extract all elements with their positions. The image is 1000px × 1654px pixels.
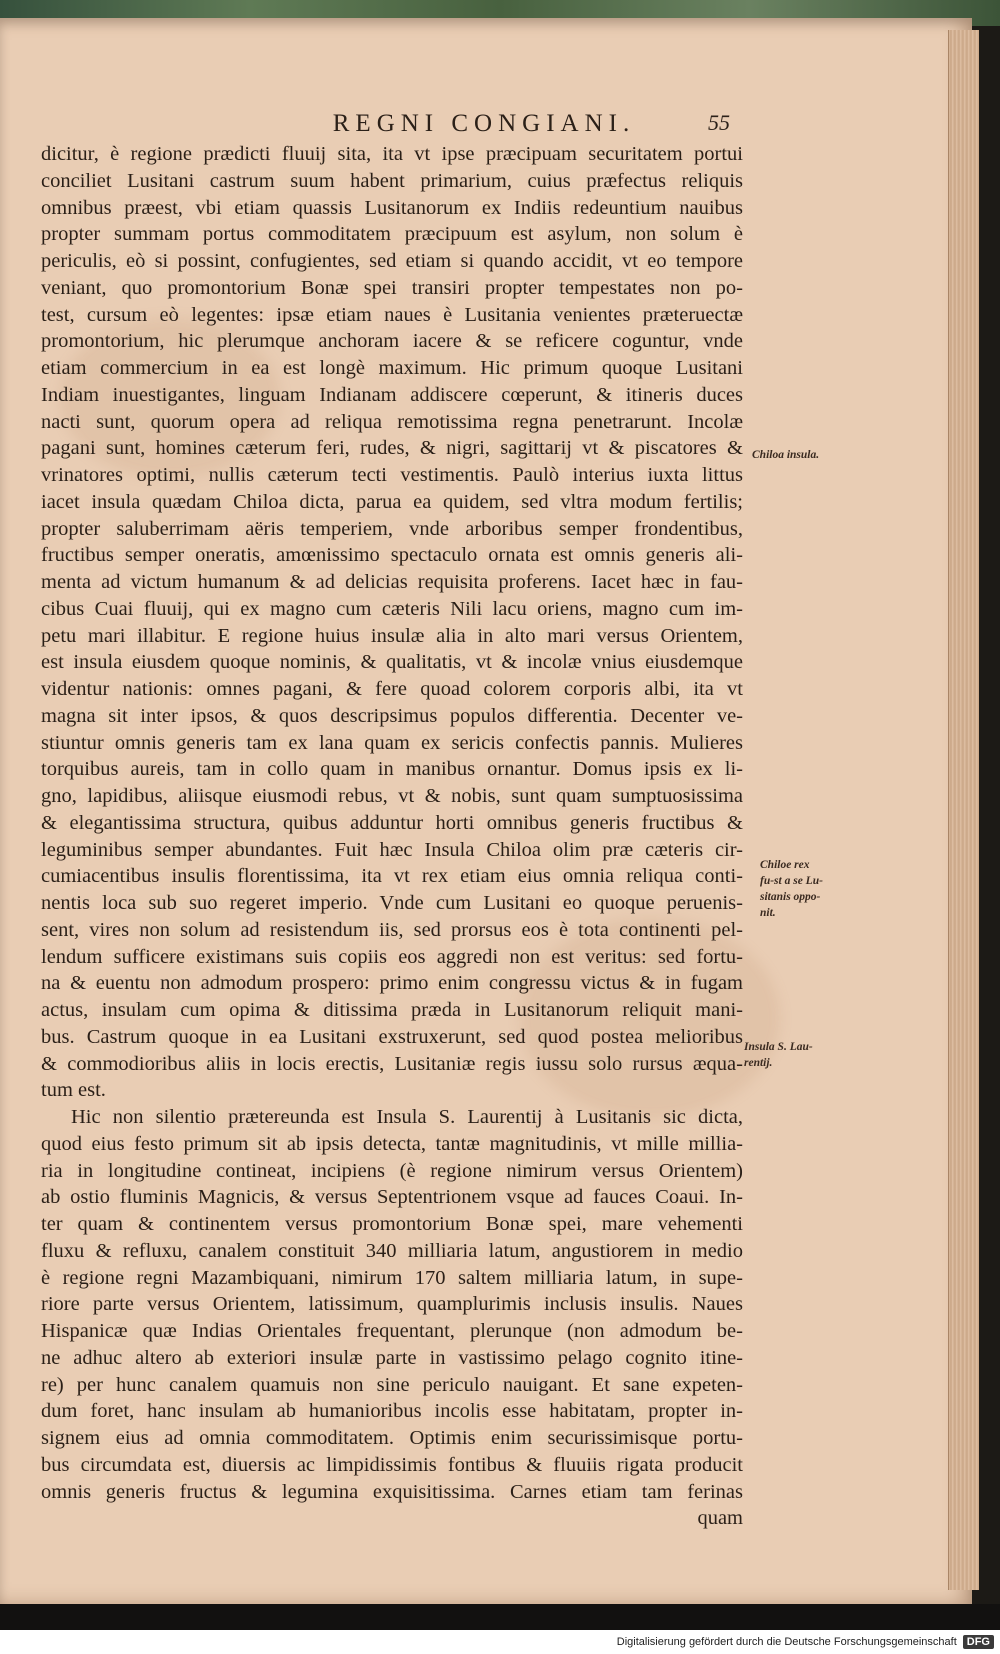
body-text <box>41 141 743 1532</box>
text-line: etiam commercium in ea est longè maximum. Hic primum quoque Lusitani <box>41 357 743 379</box>
text-line: fructibus semper oneratis, amœnissimo spectaculo ornata est omnis generis ali- <box>41 544 743 567</box>
dfg-logo: DFG <box>963 1635 994 1649</box>
text-line: è regione regni Mazambiquani, nimirum 170 saltem milliaria latum, in supe- <box>41 1266 743 1289</box>
text-line: quod eius festo primum sit ab ipsis detecta, tantæ magnitudinis, vt mille millia- <box>41 1132 743 1155</box>
text-line: stiuntur omnis generis tam ex lana quam ex sericis confectis pannis. Mulieres <box>41 731 743 754</box>
marginal-note-chiloe: fu-st a se Lu- <box>760 875 823 887</box>
text-line: promontorium, hic plerumque anchoram iacere & se reficere coguntur, vnde <box>41 330 743 353</box>
text-line: actus, insulam cum opima & ditissima præda in Lusitanorum reliquit mani- <box>41 999 743 1021</box>
text-line: omnis generis fructus & legumina exquisitissima. Carnes etiam tam ferinas <box>41 1480 743 1503</box>
text-line: propter summam portus commoditatem præcipuum est asylum, non solum è <box>41 223 743 246</box>
marginal-note-chiloe: Chiloe rex <box>760 859 810 871</box>
marginal-note-chiloe: sitanis oppo- <box>760 891 821 903</box>
text-line: petu mari illabitur. E regione huius insulæ alia in alto mari versus Orientem, <box>41 624 743 647</box>
page-edges <box>948 30 979 1590</box>
text-line: ne adhuc altero ab exteriori insulæ parte in vastissimo pelago cognito itine- <box>41 1346 743 1369</box>
text-line: Hic non silentio prætereunda est Insula S. Laurentij à Lusitanis sic dicta, <box>71 1106 743 1128</box>
page-number: 55 <box>708 110 730 135</box>
text-line: sent, vires non solum ad resistendum iis, sed prorsus eos è tota continenti pel- <box>41 918 743 941</box>
running-head: REGNI CONGIANI. <box>332 110 636 137</box>
text-line: na & euentu non admodum prospero: primo enim congressu victus & in fugam <box>41 972 743 995</box>
text-line: torquibus aureis, tam in collo quam in manibus ornantur. Domus ipsis ex li- <box>41 758 743 781</box>
text-line: test, cursum eò legentes: ipsæ etiam naues è Lusitania venientes præteruectæ <box>41 303 743 326</box>
marginal-note-chiloa: Chiloa insula. <box>752 449 820 461</box>
text-line: & commodioribus aliis in locis erectis, Lusitaniæ regis iussu solo rursus æqua- <box>41 1052 743 1075</box>
text-line: magna sit inter ipsos, & quos descripsimus populos differentia. Decenter ve- <box>41 704 743 727</box>
text-line: Indiam inuestigantes, linguam Indianam addiscere cœperunt, & itineris duces <box>41 383 743 406</box>
footer-credit: Digitalisierung gefördert durch die Deutsche Forschungsgemeinschaft <box>616 1636 957 1648</box>
scan-border <box>0 1604 1000 1630</box>
marginal-note-laurentius: Insula S. Lau- <box>744 1041 813 1053</box>
text-line: propter saluberrimam aëris temperiem, vnde arboribus semper frondentibus, <box>41 517 743 540</box>
marginal-note-laurentius: rentij. <box>744 1057 773 1069</box>
text-line: conciliet Lusitani castrum suum habent primarium, cuius præfectus reliquis <box>41 169 743 192</box>
text-line: omnibus præest, vbi etiam quassis Lusitanorum ex Indiis redeuntium nauibus <box>41 196 743 219</box>
text-line: gno, lapidibus, aliisque eiusmodi rebus, vt & nobis, sunt quam sumptuosissima <box>41 785 743 807</box>
text-line: ter quam & continentem versus promontorium Bonæ spei, mare vehementi <box>41 1213 743 1235</box>
text-line: dicitur, è regione prædicti fluuij sita, ita vt ipse præcipuam securitatem portui <box>41 143 743 165</box>
text-line: veniant, quo promontorium Bonæ spei transiri propter tempestates non po- <box>41 276 743 299</box>
text-line: signem eius ad omnia commoditatem. Optimis enim securissimisque portu- <box>41 1427 743 1449</box>
text-line: est insula eiusdem quoque nominis, & qualitatis, vt & incolæ vnius eiusdemque <box>41 651 743 674</box>
text-line: pagani sunt, homines cæterum feri, rudes, & nigri, sagittarij vt & piscatores & <box>41 437 743 460</box>
text-line: re) per hunc canalem quamuis non sine periculo nauigant. Et sane expeten- <box>41 1373 743 1396</box>
text-line: fluxu & refluxu, canalem constituit 340 milliaria latum, angustiorem in medio <box>41 1239 743 1262</box>
text-line: nentis loca sub suo regeret imperio. Vnde cum Lusitani eo quoque peruenis- <box>41 892 743 914</box>
text-line: bus circumdata est, diuersis ac limpidissimis fontibus & fluuiis rigata producit <box>41 1453 743 1476</box>
text-line: vrinatores optimi, nullis cæterum tecti vestimentis. Paulò interius iuxta littus <box>41 464 743 486</box>
catchword: quam <box>697 1507 743 1530</box>
text-line: lendum sufficere existimans suis copiis eos aggredi non est veritus: sed fortu- <box>41 945 743 968</box>
text-line: riore parte versus Orientem, latissimum, quamplurimis inclusis insulis. Naues <box>41 1293 743 1316</box>
text-line: dum foret, hanc insulam ab humanioribus incolis esse habitatam, propter in- <box>41 1400 743 1423</box>
text-line: ria in longitudine contineat, incipiens (è regione nimirum versus Orientem) <box>41 1159 743 1182</box>
text-line: & elegantissima structura, quibus adduntur horti omnibus generis fructibus & <box>41 811 743 834</box>
text-line: cumiacentibus insulis florentissima, ita vt rex etiam eius omnia reliqua conti- <box>41 865 743 888</box>
text-line: videntur nationis: omnes pagani, & fere quoad colorem corporis albi, ita vt <box>41 678 743 700</box>
text-line: nacti sunt, quorum opera ad reliqua remotissima regna penetrarunt. Incolæ <box>41 410 743 433</box>
marginal-note-chiloe: nit. <box>760 907 776 919</box>
text-line: periculis, eò si possint, confugientes, sed etiam si quando accidit, vt eo tempore <box>41 250 743 272</box>
text-line: leguminibus semper abundantes. Fuit hæc Insula Chiloa olim præ cæteris cir- <box>41 838 743 861</box>
text-line: iacet insula quædam Chiloa dicta, parua ea quidem, sed vltra modum fertilis; <box>41 490 743 513</box>
footer <box>0 1630 1000 1654</box>
text-line: cibus Cuai fluuij, qui ex magno cum cæteris Nili lacu oriens, magno cum im- <box>41 597 743 620</box>
text-line: ab ostio fluminis Magnicis, & versus Septentrionem vsque ad fauces Coaui. In- <box>41 1186 743 1209</box>
text-line: menta ad victum humanum & ad delicias requisita proferens. Iacet hæc in fau- <box>41 571 743 593</box>
text-line: Hispanicæ quæ Indias Orientales frequentant, plerunque (non admodum be- <box>41 1320 743 1342</box>
text-line: tum est. <box>41 1079 106 1102</box>
text-line: bus. Castrum quoque in ea Lusitani exstruxerunt, sed quod postea melioribus <box>41 1025 743 1048</box>
